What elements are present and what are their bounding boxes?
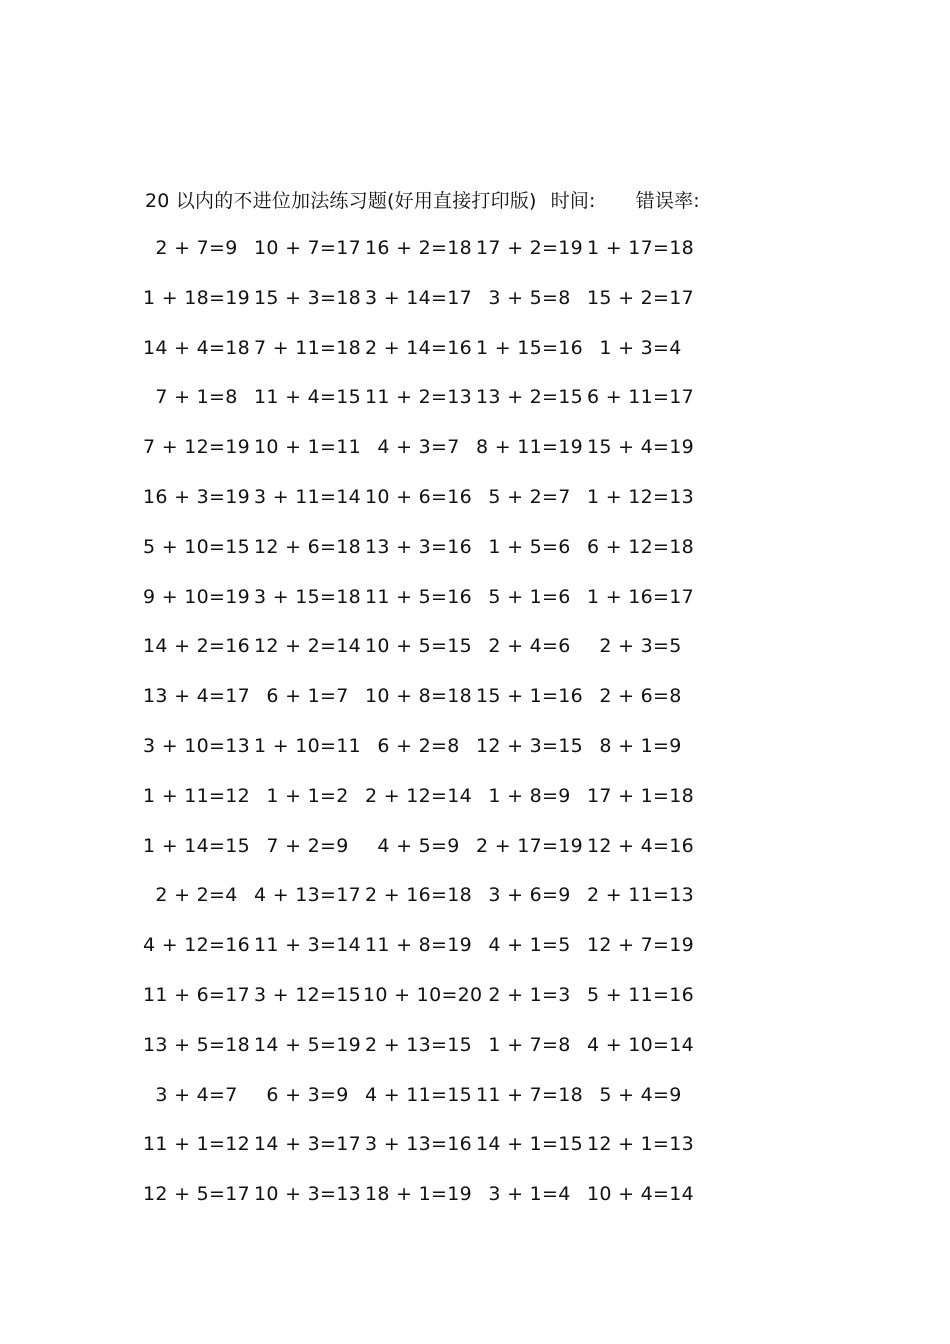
- addition-problem: 15 + 1=16: [475, 685, 584, 708]
- problem-row: [141, 532, 741, 582]
- addition-problem: 1 + 12=13: [586, 485, 695, 508]
- problem-row: [141, 831, 741, 881]
- addition-problem: 11 + 7=18: [475, 1083, 584, 1106]
- addition-problem: 10 + 6=16: [364, 485, 473, 508]
- addition-problem: 12 + 5=17: [142, 1183, 251, 1206]
- problem-row: [141, 731, 741, 781]
- addition-problem: 1 + 15=16: [475, 336, 584, 359]
- addition-problem: 17 + 2=19: [475, 237, 584, 259]
- problem-row: [141, 980, 741, 1030]
- addition-problem: 13 + 5=18: [142, 1033, 251, 1056]
- addition-problem: 12 + 1=13: [586, 1133, 695, 1156]
- addition-problem: 7 + 12=19: [142, 436, 251, 459]
- addition-problem: 14 + 3=17: [253, 1133, 362, 1156]
- addition-problem: 13 + 3=16: [364, 535, 473, 558]
- addition-problem: 10 + 7=17: [253, 237, 362, 259]
- addition-problem: 7 + 1=8: [155, 386, 238, 409]
- addition-problem: 3 + 6=9: [488, 884, 571, 907]
- error-rate-label: 错误率:: [635, 190, 700, 212]
- worksheet-title: 20 以内的不进位加法练习题(好用直接打印版): [145, 190, 537, 212]
- addition-problem: 9 + 10=19: [142, 585, 251, 608]
- addition-problem: 11 + 5=16: [364, 585, 473, 608]
- addition-problem: 2 + 3=5: [599, 635, 682, 658]
- addition-problem: 6 + 3=9: [266, 1083, 349, 1106]
- addition-problem: 1 + 17=18: [586, 237, 695, 259]
- addition-problem: 3 + 15=18: [253, 585, 362, 608]
- addition-problem: 4 + 3=7: [377, 436, 460, 459]
- addition-problem: 2 + 11=13: [586, 884, 695, 907]
- addition-problem: 4 + 5=9: [377, 834, 460, 857]
- addition-problem: 4 + 12=16: [142, 934, 251, 957]
- addition-problem: 11 + 3=14: [253, 934, 362, 957]
- addition-problem: 2 + 6=8: [599, 685, 682, 708]
- addition-problem: 14 + 5=19: [253, 1033, 362, 1056]
- addition-problem: 1 + 3=4: [599, 336, 682, 359]
- problem-row: [141, 880, 741, 930]
- addition-problem: 14 + 1=15: [475, 1133, 584, 1156]
- problem-row: [141, 283, 741, 333]
- problem-row: [141, 582, 741, 632]
- worksheet-header: [145, 186, 700, 213]
- addition-problem: 12 + 3=15: [475, 734, 584, 757]
- addition-problem: 2 + 14=16: [364, 336, 473, 359]
- addition-problem: 3 + 14=17: [364, 286, 473, 309]
- problem-row: [141, 382, 741, 432]
- addition-problem: 2 + 4=6: [488, 635, 571, 658]
- addition-problem: 3 + 11=14: [253, 485, 362, 508]
- addition-problem: 1 + 8=9: [488, 784, 571, 807]
- problem-row: [141, 333, 741, 383]
- addition-problem: 10 + 5=15: [364, 635, 473, 658]
- problem-row: [141, 930, 741, 980]
- addition-problem: 11 + 2=13: [364, 386, 473, 409]
- addition-problem: 3 + 10=13: [142, 734, 251, 757]
- problem-row: [141, 1080, 741, 1130]
- time-label: 时间:: [550, 190, 596, 212]
- addition-problem: 12 + 4=16: [586, 834, 695, 857]
- addition-problem: 14 + 4=18: [142, 336, 251, 359]
- addition-problem: 10 + 8=18: [364, 685, 473, 708]
- addition-problem: 1 + 5=6: [488, 535, 571, 558]
- addition-problem: 12 + 2=14: [253, 635, 362, 658]
- addition-problem: 2 + 13=15: [364, 1033, 473, 1056]
- addition-problem: 5 + 1=6: [488, 585, 571, 608]
- problem-row: [141, 631, 741, 681]
- addition-problem: 2 + 1=3: [488, 983, 571, 1006]
- problem-row: [141, 482, 741, 532]
- problem-row: [141, 432, 741, 482]
- problem-row: [141, 233, 741, 283]
- addition-problem: 6 + 11=17: [586, 386, 695, 409]
- addition-problem: 17 + 1=18: [586, 784, 695, 807]
- addition-problem: 2 + 17=19: [475, 834, 584, 857]
- addition-problem: 5 + 4=9: [599, 1083, 682, 1106]
- addition-problem: 5 + 11=16: [586, 983, 695, 1006]
- addition-problem: 3 + 13=16: [364, 1133, 473, 1156]
- addition-problem: 5 + 2=7: [488, 485, 571, 508]
- addition-problem: 1 + 1=2: [266, 784, 349, 807]
- addition-problem: 11 + 8=19: [364, 934, 473, 957]
- addition-problem: 18 + 1=19: [364, 1183, 473, 1206]
- addition-problem: 2 + 12=14: [364, 784, 473, 807]
- addition-problem: 6 + 2=8: [377, 734, 460, 757]
- addition-problem: 5 + 10=15: [142, 535, 251, 558]
- problem-grid: [141, 233, 741, 1229]
- addition-problem: 11 + 4=15: [253, 386, 362, 409]
- problem-row: [141, 1030, 741, 1080]
- addition-problem: 16 + 3=19: [142, 485, 251, 508]
- problem-row: [141, 1129, 741, 1179]
- addition-problem: 13 + 4=17: [142, 685, 251, 708]
- addition-problem: 15 + 4=19: [586, 436, 695, 459]
- problem-row: [141, 1179, 741, 1229]
- addition-problem: 1 + 7=8: [488, 1033, 571, 1056]
- addition-problem: 15 + 2=17: [586, 286, 695, 309]
- addition-problem: 16 + 2=18: [364, 237, 473, 259]
- problem-row: [141, 681, 741, 731]
- addition-problem: 11 + 6=17: [142, 983, 251, 1006]
- addition-problem: 7 + 11=18: [253, 336, 362, 359]
- addition-problem: 2 + 2=4: [155, 884, 238, 907]
- addition-problem: 11 + 1=12: [142, 1133, 251, 1156]
- addition-problem: 12 + 6=18: [253, 535, 362, 558]
- addition-problem: 7 + 2=9: [266, 834, 349, 857]
- addition-problem: 2 + 16=18: [364, 884, 473, 907]
- addition-problem: 8 + 11=19: [475, 436, 584, 459]
- addition-problem: 8 + 1=9: [599, 734, 682, 757]
- addition-problem: 1 + 11=12: [142, 784, 251, 807]
- addition-problem: 4 + 10=14: [586, 1033, 695, 1056]
- addition-problem: 13 + 2=15: [475, 386, 584, 409]
- addition-problem: 4 + 13=17: [253, 884, 362, 907]
- addition-problem: 3 + 12=15: [253, 983, 362, 1006]
- addition-problem: 4 + 1=5: [488, 934, 571, 957]
- addition-problem: 1 + 10=11: [253, 734, 362, 757]
- addition-problem: 10 + 4=14: [586, 1183, 695, 1206]
- addition-problem: 10 + 10=20: [363, 983, 483, 1006]
- addition-problem: 3 + 5=8: [488, 286, 571, 309]
- addition-problem: 2 + 7=9: [155, 237, 238, 259]
- addition-problem: 10 + 1=11: [253, 436, 362, 459]
- addition-problem: 14 + 2=16: [142, 635, 251, 658]
- addition-problem: 1 + 18=19: [142, 286, 251, 309]
- addition-problem: 1 + 16=17: [586, 585, 695, 608]
- addition-problem: 6 + 12=18: [586, 535, 695, 558]
- addition-problem: 6 + 1=7: [266, 685, 349, 708]
- problem-row: [141, 781, 741, 831]
- addition-problem: 1 + 14=15: [142, 834, 251, 857]
- addition-problem: 12 + 7=19: [586, 934, 695, 957]
- addition-problem: 10 + 3=13: [253, 1183, 362, 1206]
- addition-problem: 15 + 3=18: [253, 286, 362, 309]
- addition-problem: 3 + 4=7: [155, 1083, 238, 1106]
- addition-problem: 3 + 1=4: [488, 1183, 571, 1206]
- addition-problem: 4 + 11=15: [364, 1083, 473, 1106]
